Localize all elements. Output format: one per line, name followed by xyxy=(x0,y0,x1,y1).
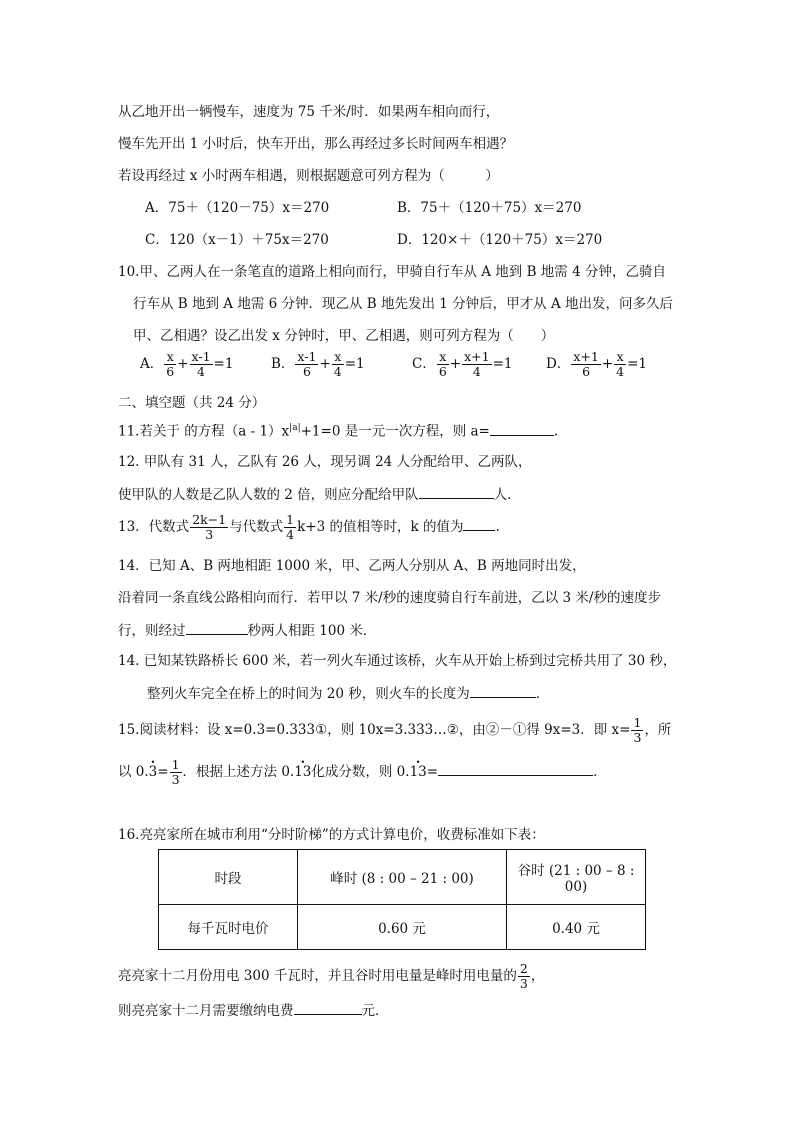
q10-option-d: D． $\frac{x+1}{6}$ + $\frac{x}{4}$ =1 xyxy=(546,349,647,379)
option-label: B． xyxy=(271,356,295,372)
rhs: =1 xyxy=(344,356,365,372)
denominator: 3 xyxy=(171,772,180,787)
q16-answer-blank[interactable] xyxy=(294,1000,362,1015)
q11-text: 11.若关于 xyxy=(118,423,185,440)
fraction xyxy=(518,962,530,991)
q14b-text: 整列火车完全在桥上的时间为 20 秒，则火车的长度为 xyxy=(147,686,470,702)
q16-intro: 16.亮亮家所在城市利用“分时阶梯”的方式计算电价，收费标准如下表： xyxy=(118,827,545,843)
fraction xyxy=(170,758,182,787)
q16-line3-text: 则亮亮家十二月需要缴纳电费 xyxy=(118,1003,294,1019)
numerator: 1 xyxy=(171,757,180,772)
denominator: 4 xyxy=(333,364,342,379)
q14a-text: 行，则经过 xyxy=(118,623,186,639)
q12-end: 人. xyxy=(493,487,512,503)
option-label: D． xyxy=(546,356,571,372)
q11-end: . xyxy=(553,423,559,440)
fraction xyxy=(462,350,491,379)
denominator: 4 xyxy=(472,364,481,379)
q10-option-a: A． $\frac{x}{6}$ + $\frac{x-1}{4}$ =1 xyxy=(140,349,234,379)
table-cell: 0.60 元 xyxy=(298,905,507,950)
denominator: 3 xyxy=(633,730,642,745)
q9-option-d: D．120×＋（120＋75）x＝270 xyxy=(397,232,603,248)
q15-line2 xyxy=(118,758,607,787)
q15-eq: = xyxy=(157,764,169,780)
fraction xyxy=(437,350,449,379)
q10-line1: 10.甲、乙两人在一条笔直的道路上相向而行，甲骑自行车从 A 地到 B 地需 4 分钟，乙骑自 xyxy=(118,264,666,280)
q15-line1 xyxy=(118,716,671,745)
q12-answer-blank[interactable] xyxy=(419,484,494,499)
q14a-end: 秒两人相距 100 米． xyxy=(247,623,377,639)
table-header-row xyxy=(159,850,646,905)
fraction xyxy=(190,350,213,379)
denominator: 6 xyxy=(166,364,175,379)
rhs: =1 xyxy=(627,356,647,372)
q15-answer-blank[interactable] xyxy=(438,761,593,776)
q9-option-b: B．75＋（120＋75）x＝270 xyxy=(397,200,582,216)
header-cell: 谷时 (21 : 00 – 8 : 00) xyxy=(507,850,646,905)
q15-l2h: = xyxy=(426,764,439,780)
q14b-end: ． xyxy=(535,686,550,702)
q11-answer-blank[interactable] xyxy=(490,421,554,436)
header-cell: 时段 xyxy=(159,850,298,905)
fraction xyxy=(190,513,228,542)
denominator: 3 xyxy=(205,527,214,542)
table-row xyxy=(159,905,646,950)
q14a-line1: 14．已知 A、B 两地相距 1000 米，甲、乙两人分别从 A、B 两地同时出发， xyxy=(118,558,586,574)
numerator: x xyxy=(614,350,626,365)
q15-end: ． xyxy=(593,764,607,780)
q9-line1: 从乙地开出一辆慢车，速度为 75 千米/时．如果两车相向而行， xyxy=(118,104,500,120)
q14a-line3 xyxy=(118,620,376,640)
q9-option-a: A．75＋（120－75）x＝270 xyxy=(145,200,330,216)
q9-line3: 若设再经过 x 小时两车相遇，则根据题意可列方程为（ ） xyxy=(118,168,499,184)
q14b-line1: 14. 已知某铁路桥长 600 米，若一列火车通过该桥，火车从开始上桥到过完桥共用了 30 秒， xyxy=(118,653,677,669)
denominator: 3 xyxy=(519,976,528,991)
q16-line2 xyxy=(118,962,544,991)
denominator: 6 xyxy=(302,364,311,379)
fraction xyxy=(631,716,643,745)
q15-post: ，所 xyxy=(644,722,672,738)
fraction xyxy=(614,350,626,379)
repeating-digits: • 13 xyxy=(294,763,311,781)
rhs: =1 xyxy=(492,356,513,372)
fraction xyxy=(284,513,296,542)
header-cell: 峰时 (8 : 00 – 21 : 00) xyxy=(298,850,507,905)
q15-text: 15.阅读材料：设 x=0.3=0.333①，则 10x=3.333…②，由②－①得 9x=3．即 x= xyxy=(118,722,631,738)
denominator: 4 xyxy=(616,364,625,379)
table-cell: 每千瓦时电价 xyxy=(159,905,298,950)
q14a-answer-blank[interactable] xyxy=(186,620,248,635)
q12-line2 xyxy=(118,484,511,504)
q13 xyxy=(118,513,500,542)
numerator: x xyxy=(437,350,449,365)
q9-option-c: C．120（x－1）＋75x＝270 xyxy=(145,232,329,248)
numerator: x xyxy=(332,350,344,365)
q12-text: 使甲队的人数是乙队人数的 2 倍，则应分配给甲队 xyxy=(118,487,419,503)
denominator: 6 xyxy=(582,364,591,379)
q10-line3: 甲、乙相遇？设乙出发 x 分钟时，甲、乙相遇，则可列方程为（ ） xyxy=(133,328,555,344)
numerator: x-1 xyxy=(297,349,317,364)
q13-answer-blank[interactable] xyxy=(463,516,495,531)
q10-option-c: C． $\frac{x}{6}$ + $\frac{x+1}{4}$ =1 xyxy=(412,349,513,379)
table-cell: 0.40 元 xyxy=(507,905,646,950)
q15-l2f: 化成分数，则 0. xyxy=(311,764,410,780)
q14b-answer-blank[interactable] xyxy=(470,683,536,698)
q13-mid: 与代数式 xyxy=(229,519,284,535)
repeating-digits: • 13 xyxy=(410,763,427,781)
option-label: A． xyxy=(140,356,164,372)
fraction xyxy=(571,350,600,379)
q16-text: 亮亮家十二月份用电 300 千瓦时，并且谷时用电量是峰时用电量的 xyxy=(118,968,517,984)
q12-line1: 12. 甲队有 31 人，乙队有 26 人，现另调 24 人分配给甲、乙两队， xyxy=(118,454,532,470)
q15-l2d: ．根据上述方法 0. xyxy=(182,764,295,780)
rhs: =1 xyxy=(213,356,234,372)
q14b-line2 xyxy=(147,683,549,703)
section-heading: 二、填空题（共 24 分） xyxy=(118,395,266,411)
q16-end: 元． xyxy=(361,1003,389,1019)
denominator: 6 xyxy=(438,364,447,379)
numerator: 2k−1 xyxy=(192,512,227,527)
q14a-line2: 沿着同一条直线公路相向而行．若甲以 7 米/秒的速度骑自行车前进，乙以 3 米/秒的速度步 xyxy=(118,590,661,606)
q15-l2a: 以 0. xyxy=(118,764,149,780)
fraction xyxy=(332,350,344,379)
numerator: x-1 xyxy=(191,349,211,364)
denominator: 4 xyxy=(197,364,205,379)
q13-post: k+3 的值相等时，k 的值为 xyxy=(297,519,464,535)
q13-text: 13．代数式 xyxy=(118,519,190,535)
numerator: 2 xyxy=(519,961,528,976)
numerator: 1 xyxy=(286,512,295,527)
q13-end: . xyxy=(495,519,500,535)
numerator: x+1 xyxy=(573,349,599,364)
numerator: 1 xyxy=(633,715,642,730)
price-table xyxy=(158,849,646,950)
repeating-digit: • 3 xyxy=(149,763,158,781)
fraction xyxy=(164,350,176,379)
q10-line2: 行车从 B 地到 A 地需 6 分钟．现乙从 B 地先发出 1 分钟后，甲才从 A 地出发，问多久后 xyxy=(133,296,674,312)
numerator: x xyxy=(164,350,176,365)
q9-line2: 慢车先开出 1 小时后，快车开出，那么再经过多长时间两车相遇？ xyxy=(118,136,514,152)
q11-post: +1=0 是一元一次方程，则 a= xyxy=(300,423,490,440)
q11 xyxy=(118,419,558,441)
q11-exponent: |a| xyxy=(289,423,301,433)
fraction xyxy=(295,350,318,379)
numerator: x+1 xyxy=(464,349,490,364)
q16-comma: ， xyxy=(530,968,545,984)
q11-rest: 的方程（a - 1）x xyxy=(184,423,290,440)
denominator: 4 xyxy=(286,527,295,542)
option-label: C． xyxy=(412,356,436,372)
q10-option-b: B． $\frac{x-1}{6}$ + $\frac{x}{4}$ =1 xyxy=(271,349,365,379)
q16-line3 xyxy=(118,1000,389,1020)
